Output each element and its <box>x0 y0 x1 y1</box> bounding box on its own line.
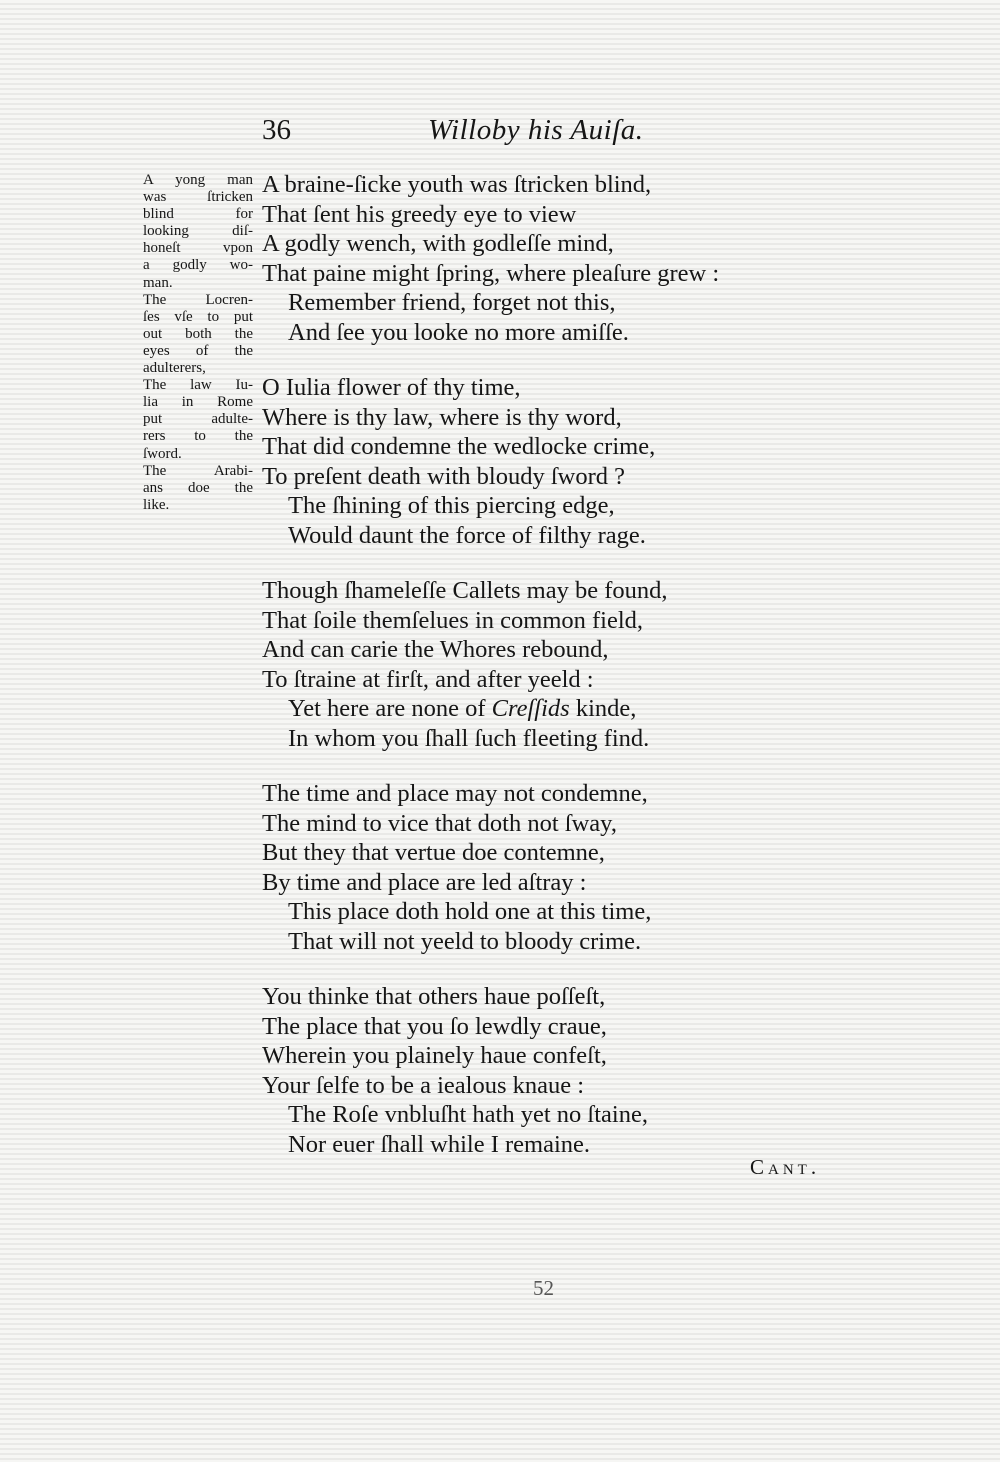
poem <box>262 170 822 1185</box>
verse-line: And ſee you looke no more amiſſe. <box>288 318 629 346</box>
signature-mark: 52 <box>533 1276 554 1300</box>
margin-note-line: was ſtricken <box>143 189 253 206</box>
margin-note-line: A yong man <box>143 172 253 188</box>
verse-line: The place that you ſo lewdly craue, <box>262 1012 607 1040</box>
verse-line: That did condemne the wedlocke crime, <box>262 433 656 460</box>
stanza-2 <box>262 373 822 550</box>
margin-note-line: The law Iu- <box>143 377 253 394</box>
verse-line: Your ſelfe to be a iealous knaue : <box>262 1071 585 1099</box>
margin-note-line: adulterers, <box>143 360 206 377</box>
margin-note-line: eyes of the <box>143 342 253 359</box>
verse-line: Where is thy law, where is thy word, <box>262 403 622 431</box>
margin-note-line: lia in Rome <box>143 394 253 411</box>
verse-line: Though ſhameleſſe Callets may be found, <box>262 577 668 604</box>
verse-line: By time and place are led aſtray : <box>262 868 587 896</box>
verse-line: The Roſe vnbluſht hath yet no ſtaine, <box>288 1101 648 1128</box>
italic-name: Creſſids <box>491 695 570 722</box>
margin-note-line: man. <box>143 274 173 291</box>
verse-line: That will not yeeld to bloody crime. <box>288 927 642 955</box>
verse-line: You thinke that others haue poſſeſt, <box>262 983 606 1010</box>
verse-line: To ſtraine at firſt, and after yeeld : <box>262 665 594 693</box>
stanza-5 <box>262 982 822 1159</box>
margin-note-line: ſes vſe to put <box>143 308 253 325</box>
verse-line: In whom you ſhall ſuch fleeting find. <box>288 724 650 752</box>
margin-note-line: like. <box>143 496 170 513</box>
verse-line: That paine might ſpring, where pleaſure grew : <box>262 259 720 287</box>
page-number: 36 <box>262 114 291 146</box>
verse-line: The ſhining of this piercing edge, <box>288 492 615 519</box>
verse-line: Yet here are none of Creſſids kinde, <box>288 695 637 722</box>
verse-line: Would daunt the force of filthy rage. <box>288 521 646 549</box>
margin-note-line: The Arabi- <box>143 462 253 479</box>
margin-note-line: put adulte- <box>143 411 253 428</box>
verse-line: Nor euer ſhall while I remaine. <box>288 1130 591 1158</box>
catchword: Cant. <box>750 1155 821 1179</box>
verse-line: That ſent his greedy eye to view <box>262 200 577 228</box>
margin-note-line: The Locren- <box>143 291 253 308</box>
margin-notes <box>143 172 253 514</box>
running-title: Willoby his Auiſa. <box>428 114 644 146</box>
margin-note-line: honeſt vpon <box>143 240 253 257</box>
margin-note-line: blind for <box>143 206 253 223</box>
margin-note-line: ſword. <box>143 445 182 462</box>
margin-note-line: a godly wo- <box>143 257 253 274</box>
margin-note-line: ans doe the <box>143 479 253 496</box>
verse-line: The mind to vice that doth not ſway, <box>262 809 617 837</box>
verse-line: To preſent death with bloudy ſword ? <box>262 462 625 490</box>
verse-line: A godly wench, with godleſſe mind, <box>262 230 614 257</box>
margin-note-line: out both the <box>143 325 253 342</box>
verse-line: O Iulia flower of thy time, <box>262 374 521 401</box>
verse-line: This place doth hold one at this time, <box>288 898 652 925</box>
stanza-4 <box>262 779 822 956</box>
stanza-3 <box>262 576 822 753</box>
margin-note-line: rers to the <box>143 428 253 445</box>
verse-line: A braine-ſicke youth was ſtricken blind, <box>262 171 652 198</box>
stanza-1 <box>262 170 822 347</box>
verse-line: Wherein you plainely haue confeſt, <box>262 1042 607 1069</box>
verse-line: But they that vertue doe contemne, <box>262 839 605 866</box>
verse-line: And can carie the Whores rebound, <box>262 636 609 663</box>
verse-line: That ſoile themſelues in common field, <box>262 606 644 634</box>
margin-note-line: looking diſ- <box>143 223 253 240</box>
verse-line: Remember friend, forget not this, <box>288 289 616 316</box>
verse-line: The time and place may not condemne, <box>262 780 648 807</box>
